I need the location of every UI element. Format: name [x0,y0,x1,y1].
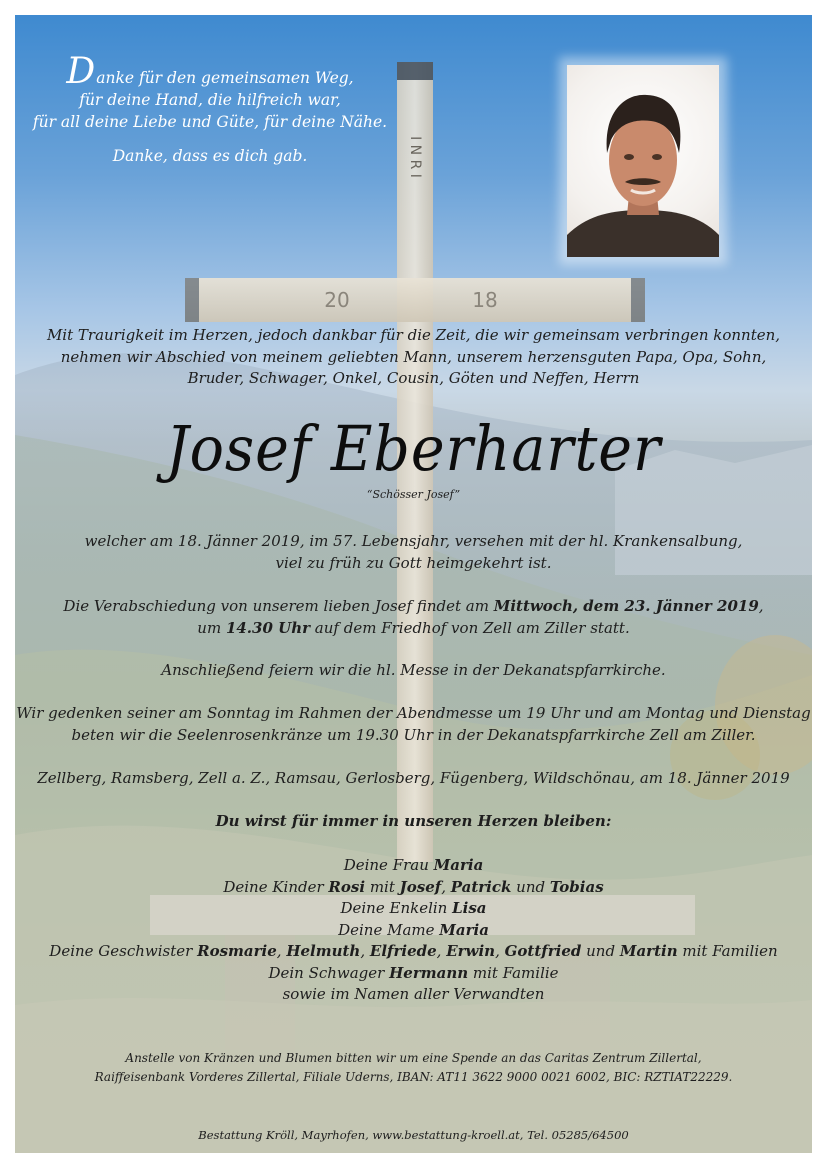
verse-line-3: für all deine Liebe und Güte, für deine Nähe. [32,113,388,131]
farewell-text: Die Verabschiedung von unserem lieben Josef findet am Mittwoch, dem 23. Jänner 2019, um 14.30 Uhr auf dem Friedhof von Zell am Ziller statt. [63,597,764,637]
verse-line-1: Danke für den gemeinsamen Weg, [66,51,354,92]
cross-inscription: I N R I [407,136,423,178]
verse-line-4: Danke, dass es dich gab. [112,147,308,165]
farewell-date: Mittwoch, dem 23. Jänner 2019 [493,597,759,615]
cross-year-left: 20 [324,288,350,312]
rosary-text: Wir gedenken seiner am Sonntag im Rahmen der Abendmesse um 19 Uhr und am Montag und Dienstag beten wir die Seelenrosenkränze um 19.30 Uhr in der Dekanatspfarrkirche Zell am Ziller. [16,704,811,744]
donation-text: Anstelle von Kränzen und Blumen bitten wir um eine Spende an das Caritas Zentrum Zillertal, Raiffeisenbank Vorderes Zillertal, Filiale Uderns, IBAN: AT11 3622 9000 0021 6002, BIC: RZTIAT22229. [94,1051,733,1084]
parte-card [15,15,812,1153]
mourner-grandchild: Deine Enkelin Lisa [340,899,487,917]
mourner-mother: Deine Mame Maria [338,920,489,939]
mass-text: Anschließend feiern wir die hl. Messe in der Dekanatspfarrkirche. [161,661,666,679]
mourner-children: Deine Kinder Rosi mit Josef, Patrick und Tobias [223,877,604,896]
mourner-siblings: Deine Geschwister Rosmarie, Helmuth, Elfriede, Erwin, Gottfried und Martin mit Familien [49,942,778,960]
mourner-relatives: sowie im Namen aller Verwandten [282,985,545,1003]
intro-text: Mit Traurigkeit im Herzen, jedoch dankbar für die Zeit, die wir gemeinsam verbringen konnten, nehmen wir Abschied von meinem geliebten Mann, unserem herzensguten Papa, Opa, Sohn, Bruder, Schwager, Onkel, Cousin, Göten und Neffen, Herrn [46,326,781,387]
footer-funeral-home: Bestattung Kröll, Mayrhofen, www.bestattung-kroell.at, Tel. 05285/64500 [198,1128,629,1142]
mourner-wife: Deine Frau Maria [343,856,484,874]
motto: Du wirst für immer in unseren Herzen bleiben: [215,812,612,830]
cross-year-right: 18 [472,288,498,312]
deceased-name: Josef Eberharter [165,412,662,485]
cross-beam [185,278,645,322]
farewell-time: 14.30 Uhr [225,618,311,637]
verse [15,51,405,167]
place-date: Zellberg, Ramsberg, Zell a. Z., Ramsau, Gerlosberg, Fügenberg, Wildschönau, am 18. Jänner 2019 [37,769,790,787]
death-text: welcher am 18. Jänner 2019, im 57. Lebensjahr, versehen mit der hl. Krankensalbung, viel zu früh zu Gott heimgekehrt ist. [84,532,743,572]
mourners-list [15,855,812,1006]
deceased-nickname: “Schösser Josef” [366,488,461,501]
mourner-inlaw: Dein Schwager Hermann mit Familie [268,963,559,982]
verse-initial: D [66,51,96,92]
verse-line-2: für deine Hand, die hilfreich war, [79,91,341,109]
portrait-photo [567,65,719,257]
